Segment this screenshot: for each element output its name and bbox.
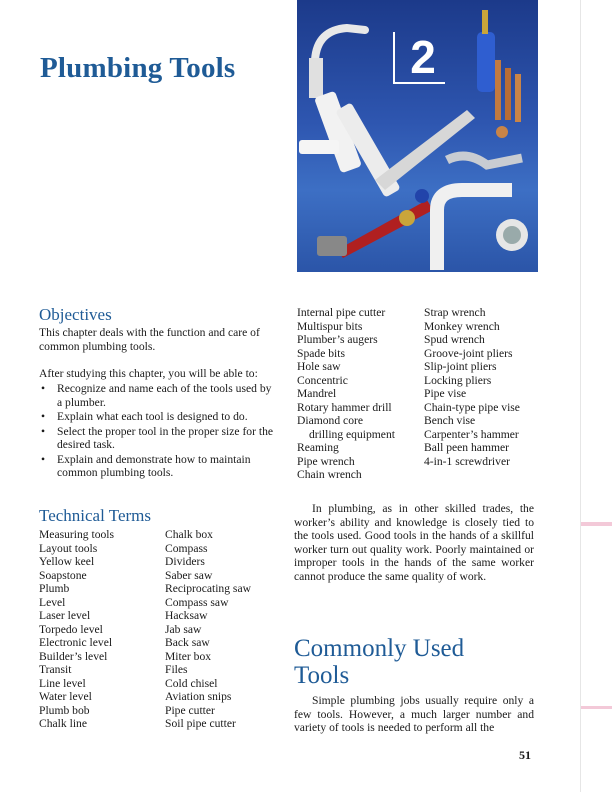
term-item: Back saw xyxy=(165,636,210,649)
term-item: Concentric xyxy=(297,373,348,387)
term-item: Soapstone xyxy=(39,568,87,582)
objectives-intro: This chapter deals with the function and care of common plumbing tools. xyxy=(39,326,260,353)
term-item: Builder’s level xyxy=(39,649,108,663)
term-item: Saber saw xyxy=(165,568,213,582)
term-item: Plumber’s augers xyxy=(297,333,378,346)
terms-column-2 xyxy=(165,528,251,731)
term-item: Reaming xyxy=(297,441,339,454)
term-item: Chain wrench xyxy=(297,468,362,481)
term-item: Torpedo level xyxy=(39,622,103,636)
term-item: Aviation snips xyxy=(165,690,232,703)
term-item: Bench vise xyxy=(424,414,476,427)
chapter-number: 2 xyxy=(410,31,436,83)
objective-item: • Explain what each tool is designed to do. xyxy=(39,410,279,424)
term-item: Reciprocating saw xyxy=(165,582,251,595)
term-item: Measuring tools xyxy=(39,528,115,541)
term-item: Carpenter’s hammer xyxy=(424,427,519,441)
terms-column-1 xyxy=(39,528,114,731)
term-item: Mandrel xyxy=(297,387,337,400)
term-item: Water level xyxy=(39,690,92,703)
section-heading xyxy=(294,635,464,689)
term-item: Plumb bob xyxy=(39,703,90,717)
term-item: Groove-joint pliers xyxy=(424,346,513,360)
term-item: Dividers xyxy=(165,555,205,568)
term-item: Pipe vise xyxy=(424,387,467,400)
chapter-title: Plumbing Tools xyxy=(40,52,236,84)
objectives-list xyxy=(39,382,279,481)
term-item: Soil pipe cutter xyxy=(165,717,236,730)
term-item: Plumb xyxy=(39,582,70,595)
term-item: Level xyxy=(39,595,66,609)
term-item: Electronic level xyxy=(39,636,113,649)
term-item: Compass xyxy=(165,541,208,555)
edge-mark xyxy=(581,706,612,709)
term-item: Files xyxy=(165,663,188,676)
term-item: Slip-joint pliers xyxy=(424,360,497,373)
term-item: Chalk box xyxy=(165,528,213,541)
term-item: Layout tools xyxy=(39,541,98,555)
page-edge-rule xyxy=(580,0,581,792)
page-number: 51 xyxy=(519,748,531,762)
term-item: Ball peen hammer xyxy=(424,441,509,454)
term-item: Compass saw xyxy=(165,595,229,609)
technical-terms-heading: Technical Terms xyxy=(39,506,152,525)
term-item: Cold chisel xyxy=(165,676,218,690)
term-item: Monkey wrench xyxy=(424,319,500,333)
term-item: Chalk line xyxy=(39,717,87,730)
term-item: Hole saw xyxy=(297,360,341,373)
term-item: Yellow keel xyxy=(39,555,95,568)
terms-column-4 xyxy=(424,306,520,468)
chapter-photo-plumbing-tools xyxy=(297,0,538,272)
term-item: Internal pipe cutter xyxy=(297,306,386,319)
term-item: Chain-type pipe vise xyxy=(424,400,520,414)
term-item: Pipe wrench xyxy=(297,454,355,468)
term-item: Line level xyxy=(39,676,86,690)
term-item: Laser level xyxy=(39,609,91,622)
section-heading-line: Tools xyxy=(294,662,350,689)
term-item: Strap wrench xyxy=(424,306,486,319)
term-item: Diamond core xyxy=(297,414,363,427)
intro-paragraph: In plumbing, as in other skilled trades, the worker’s ability and knowledge is closely tied to the tools used. Good tools in the hands of a skillful worker turn out quality work. Poorly maintained or improper tools in the hands of the same worker cannot produce the same quality of work. xyxy=(294,502,534,583)
term-item: Hacksaw xyxy=(165,609,208,622)
term-item: Miter box xyxy=(165,649,212,663)
term-item: Spade bits xyxy=(297,346,345,360)
term-item: 4-in-1 screwdriver xyxy=(424,454,510,468)
term-item: Locking pliers xyxy=(424,373,492,387)
objectives-lead: After studying this chapter, you will be able to: xyxy=(39,367,258,380)
objective-item: • Select the proper tool in the proper size for the desired task. xyxy=(39,425,279,452)
terms-column-3 xyxy=(297,306,395,482)
objectives-heading: Objectives xyxy=(39,305,112,324)
edge-mark xyxy=(581,522,612,526)
term-item: drilling equipment xyxy=(309,427,395,441)
objective-item: • Explain and demonstrate how to maintain common plumbing tools. xyxy=(39,453,279,480)
term-item: Jab saw xyxy=(165,622,202,636)
term-item: Spud wrench xyxy=(424,333,485,346)
section-paragraph: Simple plumbing jobs usually require only a few tools. However, a much larger number and variety of tools is needed to perform all the xyxy=(294,694,534,734)
term-item: Multispur bits xyxy=(297,319,363,333)
term-item: Pipe cutter xyxy=(165,703,215,717)
term-item: Transit xyxy=(39,663,72,676)
objective-item: • Recognize and name each of the tools used by a plumber. xyxy=(39,382,279,409)
section-heading-line: Commonly Used xyxy=(294,635,465,662)
term-item: Rotary hammer drill xyxy=(297,400,392,414)
